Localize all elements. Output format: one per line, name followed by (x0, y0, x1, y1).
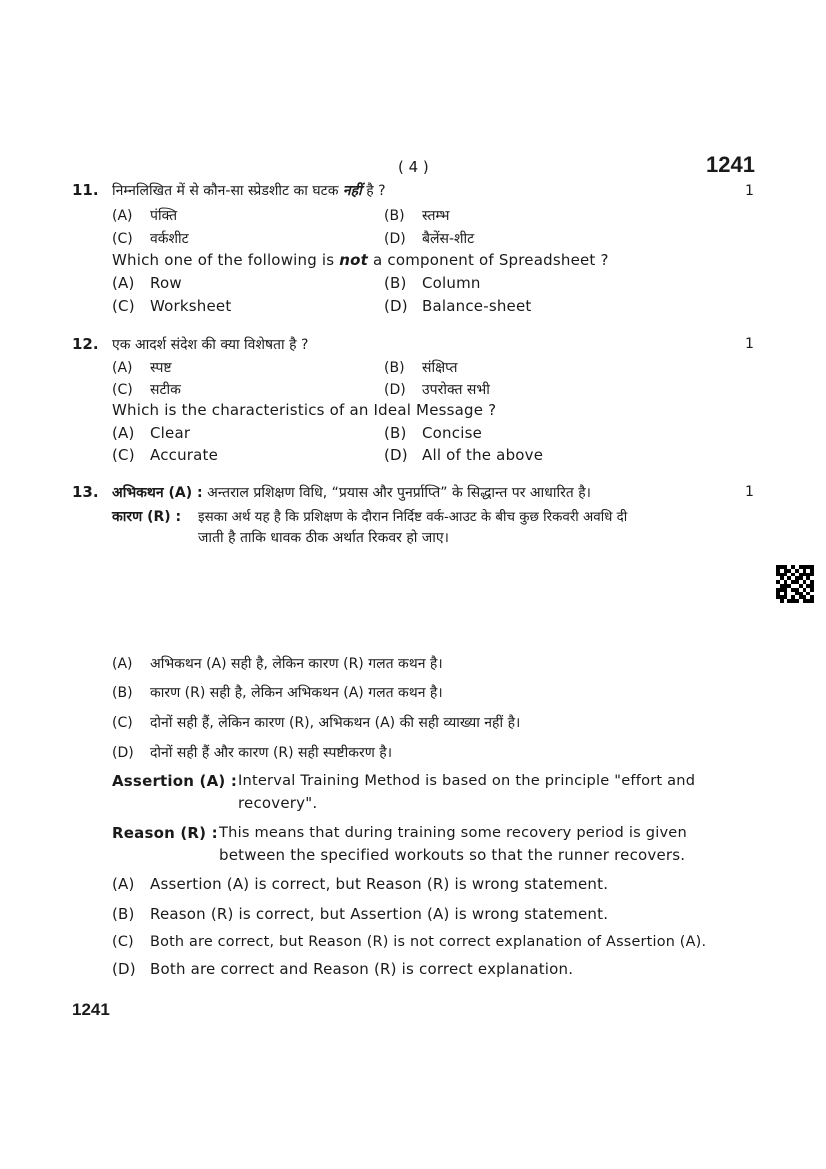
q11-english-option-d: (D) Balance-sheet (384, 297, 532, 315)
q13-hindi-assertion: अभिकथन (A) : अन्तराल प्रशिक्षण विधि, “प्रयास और पुनर्प्राप्ति” के सिद्धान्त पर आधारित है। (112, 485, 591, 501)
q13-english-option-a: (A) Assertion (A) is correct, but Reason (R) is wrong statement. (112, 875, 609, 893)
q13-hindi-option-c: (C) दोनों सही हैं, लेकिन कारण (R), अभिकथन (A) की सही व्याख्या नहीं है। (112, 715, 521, 731)
q13-hindi-option-a: (A) अभिकथन (A) सही है, लेकिन कारण (R) गलत कथन है। (112, 656, 443, 672)
page-number: ( 4 ) (398, 158, 429, 176)
paper-code-top: 1241 (706, 152, 755, 177)
q12-english-option-b: (B) Concise (384, 424, 483, 442)
q11-marks: 1 (745, 183, 754, 199)
q13-hindi-option-b: (B) कारण (R) सही है, लेकिन अभिकथन (A) गलत कथन है। (112, 685, 443, 701)
q13-english-assertion-line1: Interval Training Method is based on the principle "effort and (238, 772, 696, 789)
q13-hindi-option-d: (D) दोनों सही हैं और कारण (R) सही स्पष्टीकरण है। (112, 745, 393, 761)
q13-marks: 1 (745, 484, 754, 500)
q13-hindi-reason-line1: इसका अर्थ यह है कि प्रशिक्षण के दौरान निर्दिष्ट वर्क-आउट के बीच कुछ रिकवरी अवधि दी (198, 510, 628, 525)
q11-english-text: Which one of the following is not a component of Spreadsheet ? (112, 251, 609, 269)
q11-english-option-a: (A) Row (112, 274, 182, 292)
q12-hindi-text: एक आदर्श संदेश की क्या विशेषता है ? (112, 337, 309, 353)
q12-hindi-option-a: (A) स्पष्ट (112, 360, 172, 376)
q12-english-option-c: (C) Accurate (112, 446, 219, 464)
q13-number: 13. (72, 483, 99, 501)
q13-english-reason-label: Reason (R) : (112, 824, 218, 842)
q13-hindi-reason-label: कारण (R) : (112, 509, 182, 525)
q12-marks: 1 (745, 336, 754, 352)
q13-english-reason-line2: between the specified workouts so that the runner recovers. (219, 846, 686, 864)
q13-english-assertion-line2: recovery". (238, 794, 318, 812)
q11-number: 11. (72, 181, 99, 199)
q12-english-text: Which is the characteristics of an Ideal Message ? (112, 401, 497, 419)
q11-english-option-b: (B) Column (384, 274, 481, 292)
q11-english-option-c: (C) Worksheet (112, 297, 232, 315)
q13-english-option-c: (C) Both are correct, but Reason (R) is not correct explanation of Assertion (A). (112, 934, 707, 950)
q12-english-option-a: (A) Clear (112, 424, 191, 442)
q12-number: 12. (72, 335, 99, 353)
paper-code-bottom: 1241 (72, 1000, 110, 1019)
q12-english-option-d: (D) All of the above (384, 446, 544, 464)
q13-hindi-reason-line2: जाती है ताकि धावक ठीक अर्थात रिकवर हो जाए। (198, 530, 449, 546)
q12-hindi-option-d: (D) उपरोक्त सभी (384, 382, 490, 398)
q11-hindi-option-c: (C) वर्कशीट (112, 231, 189, 247)
q11-hindi-text: निम्नलिखित में से कौन-सा स्प्रेडशीट का घटक नहीं है ? (112, 183, 386, 199)
q11-hindi-option-b: (B) स्तम्भ (384, 208, 450, 224)
q13-english-assertion-label: Assertion (A) : (112, 772, 238, 790)
q13-english-reason-line1: This means that during training some recovery period is given (219, 824, 687, 841)
q12-hindi-option-c: (C) सटीक (112, 382, 181, 398)
qr-code-icon (776, 565, 814, 603)
q13-english-option-d: (D) Both are correct and Reason (R) is correct explanation. (112, 960, 574, 978)
q12-hindi-option-b: (B) संक्षिप्त (384, 360, 458, 376)
q11-hindi-option-a: (A) पंक्ति (112, 208, 178, 224)
q13-english-option-b: (B) Reason (R) is correct, but Assertion (A) is wrong statement. (112, 905, 609, 923)
q11-hindi-option-d: (D) बैलेंस-शीट (384, 231, 475, 247)
